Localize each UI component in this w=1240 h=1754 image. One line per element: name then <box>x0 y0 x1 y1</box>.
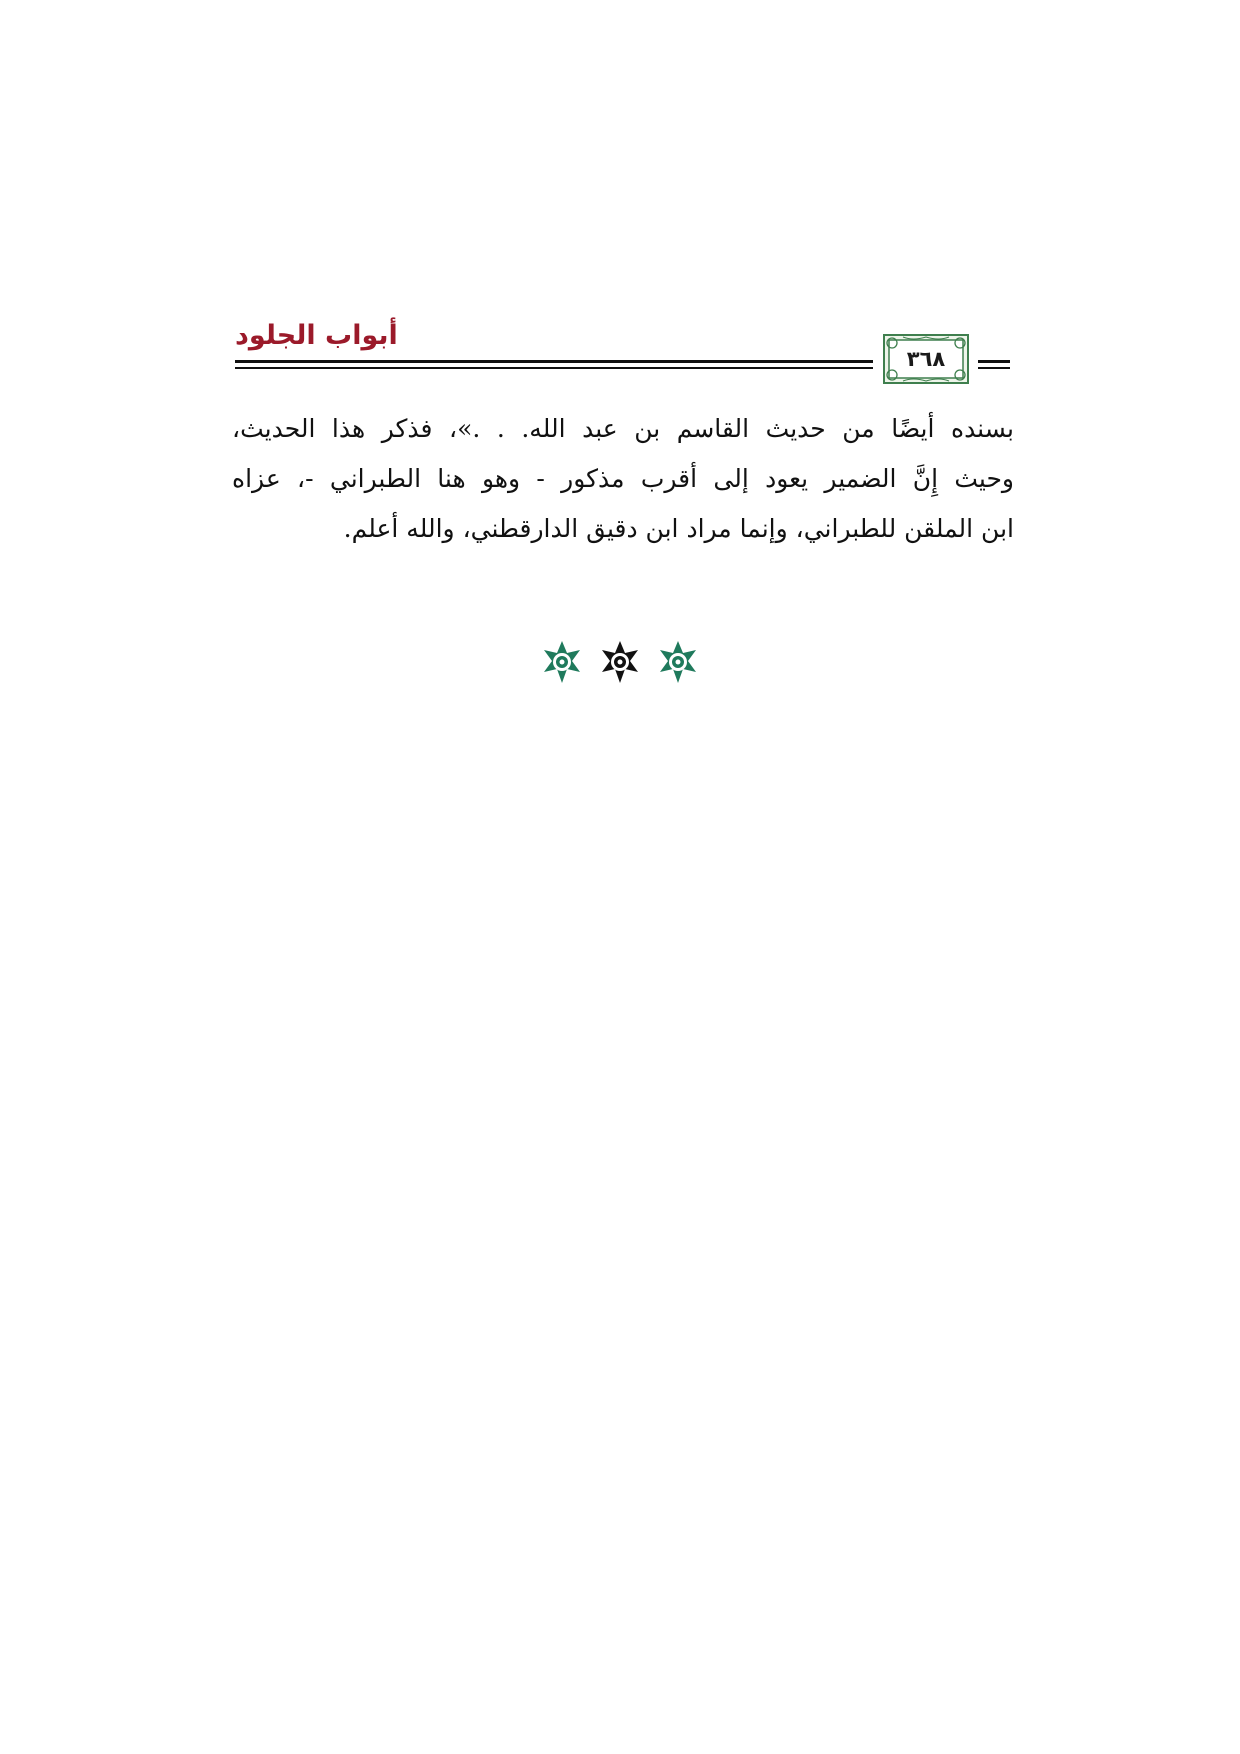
page-header <box>235 310 1010 390</box>
flower-ornament-icon <box>540 640 584 684</box>
body-line: بسنده أيضًا من حديث القاسم بن عبد الله. . .»، فذكر هذا الحديث، <box>232 414 1014 443</box>
body-line: وحيث إِنَّ الضمير يعود إلى أقرب مذكور - وهو هنا الطبراني -، عزاه <box>232 464 1014 493</box>
page-number: ٣٦٨ <box>906 347 946 371</box>
body-text <box>232 404 1014 554</box>
section-end-ornament <box>540 640 700 690</box>
flower-ornament-icon <box>598 640 642 684</box>
flower-ornament-icon <box>656 640 700 684</box>
page-number-frame <box>883 334 969 384</box>
chapter-title: أبواب الجلود <box>235 320 398 351</box>
header-rule-thin-right <box>978 367 1010 369</box>
body-line: ابن الملقن للطبراني، وإنما مراد ابن دقيق الدارقطني، والله أعلم. <box>343 514 1014 543</box>
header-rule-thin <box>235 367 873 369</box>
header-rule-thick <box>235 360 873 363</box>
header-rule-thick-right <box>978 360 1010 363</box>
